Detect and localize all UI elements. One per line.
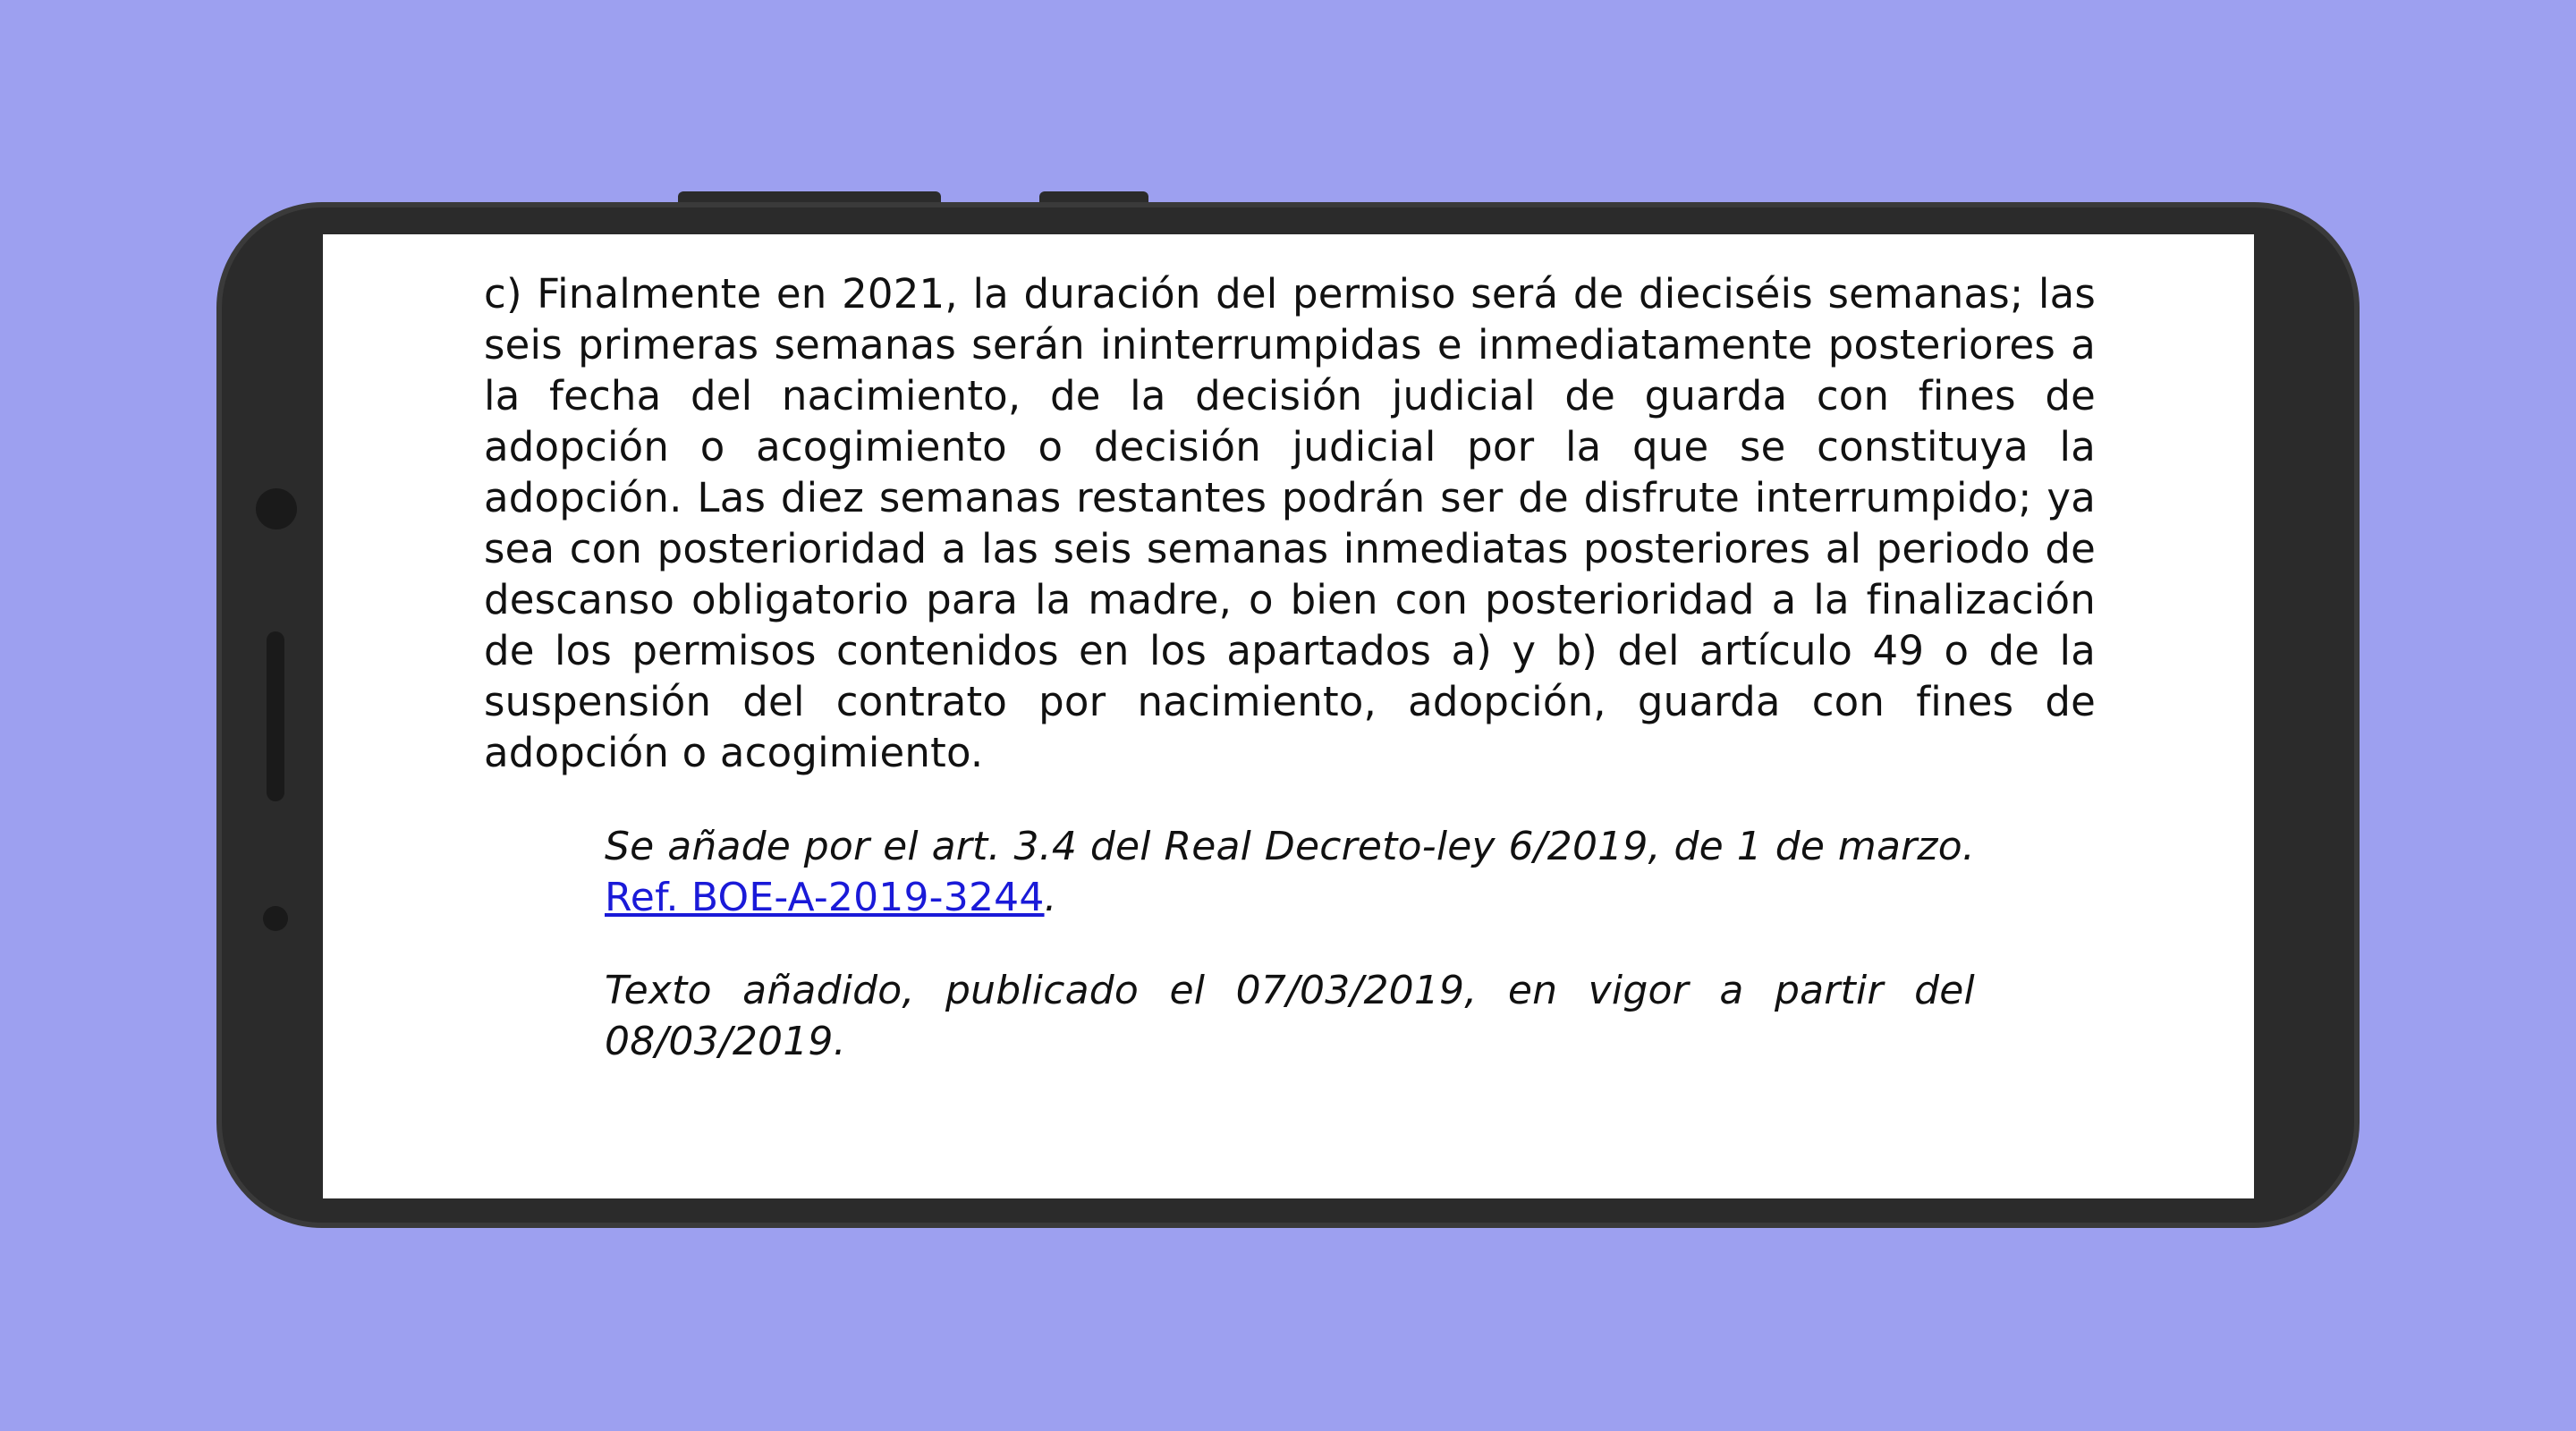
front-camera-icon — [256, 488, 297, 529]
boe-reference-link[interactable]: Ref. BOE-A-2019-3244 — [605, 875, 1045, 920]
note-added-by — [605, 821, 1975, 923]
speaker-grille — [267, 631, 284, 801]
proximity-sensor-icon — [263, 906, 288, 931]
note-publication: Texto añadido, publicado el 07/03/2019, en vigor a partir del 08/03/2019. — [605, 968, 1975, 1064]
document-body — [484, 268, 2096, 1067]
phone-screen — [323, 234, 2254, 1198]
note-added-text: Se añade por el art. 3.4 del Real Decreto-ley 6/2019, de 1 de marzo. — [605, 824, 1975, 869]
main-paragraph: c) Finalmente en 2021, la duración del permiso será de dieciséis semanas; las seis primeras semanas serán ininterrumpidas e inmediatamente posteriores a la fecha del nacimiento, de la decisión judicial de guarda con fines de adopción o acogimiento o decisión judicial por la que se constituya la adopción. Las diez semanas restantes podrán ser de disfrute interrumpido; ya sea con posterioridad a las seis semanas inmediatas posteriores al periodo de descanso obligatorio para la madre, o bien con posterioridad a la finalización de los permisos contenidos en los apartados a) y b) del artículo 49 o de la suspensión del contrato por nacimiento, adopción, guarda con fines de adopción o acogimiento. — [484, 270, 2096, 776]
note-ref-suffix: . — [1044, 875, 1057, 920]
